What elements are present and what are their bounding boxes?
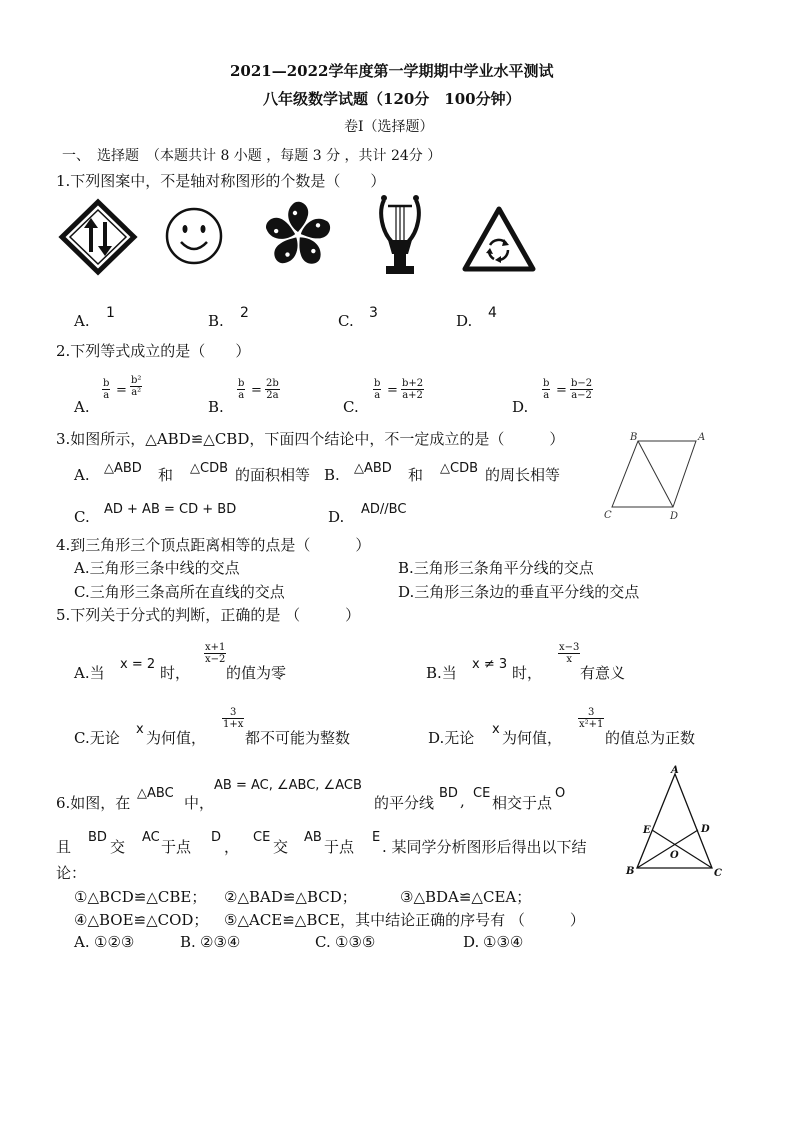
question-2-stem: 2.下列等式成立的是（ ）	[56, 342, 251, 360]
q5-a-fraction: $\frac{x+1}{x-2}$	[205, 642, 226, 665]
q3-fig-label-a: A	[698, 432, 706, 443]
q3-c-expression: AD + AB = CD + BD	[104, 502, 237, 517]
q2-d-equals: =	[556, 383, 567, 398]
q3-fig-label-c: C	[604, 510, 612, 521]
q2-b-left-fraction: $\frac{b}{a}$	[238, 378, 245, 401]
q6-line1-o: O	[555, 786, 566, 801]
q4-option-b: B.三角形三条角平分线的交点	[398, 559, 594, 577]
q6-line1-b: 中，	[184, 794, 215, 812]
q6-option-d-value: ①③④	[483, 933, 524, 951]
q2-c-left-fraction: $\frac{b}{a}$	[374, 378, 381, 401]
q6-line2-comma: ，	[224, 838, 240, 856]
q3-option-a-label: A.	[74, 466, 90, 484]
q3-option-d-label: D.	[328, 508, 345, 526]
q3-fig-label-d: D	[670, 511, 679, 522]
q6-line1-triangle: △ABC	[137, 786, 174, 801]
q4-option-c: C.三角形三条高所在直线的交点	[74, 583, 285, 601]
q6-option-c-label: C.	[315, 933, 331, 951]
q3-b-tail: 的周长相等	[485, 466, 561, 484]
q5-a-tail: 的值为零	[226, 664, 287, 682]
q6-line2-g: 于点	[324, 838, 355, 856]
q6-conclusion-2: ②△BAD≌△BCD；	[224, 888, 357, 906]
q6-line1-condition: AB = AC, ∠ABC, ∠ACB	[214, 778, 362, 793]
q6-option-d-label: D.	[463, 933, 480, 951]
q2-option-c-label: C.	[343, 398, 359, 416]
q2-a-equals: =	[116, 383, 127, 398]
q6-line1-bd: BD	[439, 786, 458, 801]
q5-d-tail: 的值总为正数	[605, 729, 696, 747]
q5-b-mid: 时，	[512, 664, 543, 682]
q3-a-and: 和	[158, 466, 174, 484]
q6-fig-label-d: D	[701, 824, 710, 835]
q5-a-prefix: A.当	[74, 664, 105, 682]
q6-line2-bd: BD	[88, 830, 107, 845]
q1-option-a-value: 1	[106, 305, 115, 321]
q6-option-a-value: ①②③	[94, 933, 135, 951]
q6-conclusion-1: ①△BCD≌△CBE；	[74, 888, 207, 906]
q5-d-variable: x	[492, 722, 500, 737]
q6-conclusion-3: ③△BDA≌△CEA；	[400, 888, 532, 906]
q6-line1-a: 6.如图，在	[56, 794, 131, 812]
q1-option-d-value: 4	[488, 305, 497, 321]
q6-conclusion-5: ⑤△ACE≌△BCE，其中结论正确的序号有 （ ）	[224, 911, 585, 929]
q5-b-fraction: $\frac{x-3}{x}$	[559, 642, 580, 665]
q1-option-b-label: B.	[208, 312, 224, 330]
q3-d-expression: AD//BC	[361, 502, 407, 517]
q1-option-c-label: C.	[338, 312, 354, 330]
q2-c-equals: =	[387, 383, 398, 398]
q6-fig-label-b: B	[626, 866, 635, 877]
q2-option-d-label: D.	[512, 398, 529, 416]
q6-option-b-label: B.	[180, 933, 196, 951]
q6-line2-c: 于点	[161, 838, 192, 856]
q5-c-prefix: C.无论	[74, 729, 120, 747]
q3-a-tail: 的面积相等	[235, 466, 311, 484]
lyre-icon	[374, 192, 426, 280]
q6-line2-d: D	[211, 830, 222, 845]
q2-d-left-fraction: $\frac{b}{a}$	[543, 378, 550, 401]
q6-line2-ce: CE	[253, 830, 271, 845]
q3-a-triangle-1: △ABD	[104, 461, 142, 476]
q3-option-b-label: B.	[324, 466, 340, 484]
q2-d-right-fraction: $\frac{b-2}{a-2}$	[571, 378, 593, 401]
smiley-face-icon	[164, 206, 224, 266]
question-1-stem: 1.下列图案中，不是轴对称图形的个数是（ ）	[56, 172, 386, 190]
q6-line2-b: 交	[110, 838, 126, 856]
exam-title: 2021—2022学年度第一学期期中学业水平测试	[230, 62, 554, 80]
q2-a-right-fraction: $\frac{\text{b²}}{\text{a²}}$	[131, 375, 142, 398]
q5-d-fraction: $\frac{3}{\text{x²+1}}$	[579, 707, 604, 730]
q5-b-condition: x ≠ 3	[472, 657, 508, 672]
q6-option-c-value: ①③⑤	[335, 933, 376, 951]
q3-b-and: 和	[408, 466, 424, 484]
q2-option-a-label: A.	[74, 398, 90, 416]
q6-fig-label-a: A	[671, 765, 679, 776]
q3-fig-label-b: B	[630, 432, 638, 443]
q4-option-a: A.三角形三条中线的交点	[74, 559, 240, 577]
q6-line2-h: . 某同学分析图形后得出以下结	[382, 838, 587, 856]
q5-b-prefix: B.当	[426, 664, 457, 682]
q6-line2-f: 交	[273, 838, 289, 856]
q3-b-triangle-2: △CDB	[440, 461, 479, 476]
q5-b-tail: 有意义	[580, 664, 626, 682]
q2-b-equals: =	[251, 383, 262, 398]
q1-option-c-value: 3	[369, 305, 378, 321]
q6-line1-d: ,	[460, 792, 465, 810]
q5-c-mid: 为何值，	[146, 729, 207, 747]
q5-c-tail: 都不可能为整数	[245, 729, 351, 747]
q1-option-d-label: D.	[456, 312, 473, 330]
q6-fig-label-c: C	[714, 868, 722, 879]
q3-option-c-label: C.	[74, 508, 90, 526]
q2-option-b-label: B.	[208, 398, 224, 416]
q6-fig-label-e: E	[643, 825, 651, 836]
q6-line1-c: 的平分线	[374, 794, 435, 812]
q6-line2-e-point: E	[372, 830, 381, 845]
q6-line1-e: 相交于点	[492, 794, 553, 812]
recycle-triangle-sign-icon	[462, 206, 536, 272]
q2-c-right-fraction: $\frac{b+2}{a+2}$	[402, 378, 424, 401]
q6-line2-ac: AC	[142, 830, 160, 845]
q4-option-d: D.三角形三条边的垂直平分线的交点	[398, 583, 640, 601]
bauhinia-flower-icon	[262, 200, 334, 270]
question-3-stem: 3.如图所示，△ABD≌△CBD，下面四个结论中，不一定成立的是（ ）	[56, 430, 565, 448]
q6-fig-label-o: O	[670, 850, 679, 861]
q5-c-variable: x	[136, 722, 144, 737]
q1-option-a-label: A.	[74, 312, 90, 330]
volume-title: 卷Ⅰ（选择题）	[344, 119, 434, 135]
q6-line3: 论：	[56, 864, 87, 882]
q5-d-prefix: D.无论	[428, 729, 475, 747]
q5-c-fraction: $\frac{3}{1+x}$	[223, 707, 244, 730]
q6-option-b-value: ②③④	[200, 933, 241, 951]
q6-line2-ab: AB	[304, 830, 322, 845]
q3-parallelogram-figure	[600, 428, 720, 523]
q6-line1-ce: CE	[473, 786, 491, 801]
question-4-stem: 4.到三角形三个顶点距离相等的点是（ ）	[56, 536, 371, 554]
q5-d-mid: 为何值，	[502, 729, 563, 747]
q6-triangle-figure	[622, 762, 732, 882]
q5-a-mid: 时，	[160, 664, 191, 682]
q6-line2-a: 且	[56, 838, 72, 856]
q6-option-a-label: A.	[74, 933, 90, 951]
exam-subtitle: 八年级数学试题（120分 100分钟）	[263, 90, 521, 108]
q3-b-triangle-1: △ABD	[354, 461, 392, 476]
q2-b-right-fraction: $\frac{2b}{2a}$	[266, 378, 279, 401]
q5-a-condition: x = 2	[120, 657, 156, 672]
q6-conclusion-4: ④△BOE≌△COD；	[74, 911, 209, 929]
section-heading: 一、 选择题 （本题共计 8 小题 ，每题 3 分 ，共计 24分 ）	[62, 148, 442, 164]
two-way-traffic-sign-icon	[60, 200, 136, 274]
q1-option-b-value: 2	[240, 305, 249, 321]
q3-a-triangle-2: △CDB	[190, 461, 229, 476]
q2-a-left-fraction: $\frac{b}{a}$	[103, 378, 110, 401]
question-5-stem: 5.下列关于分式的判断，正确的是 （ ）	[56, 606, 361, 624]
